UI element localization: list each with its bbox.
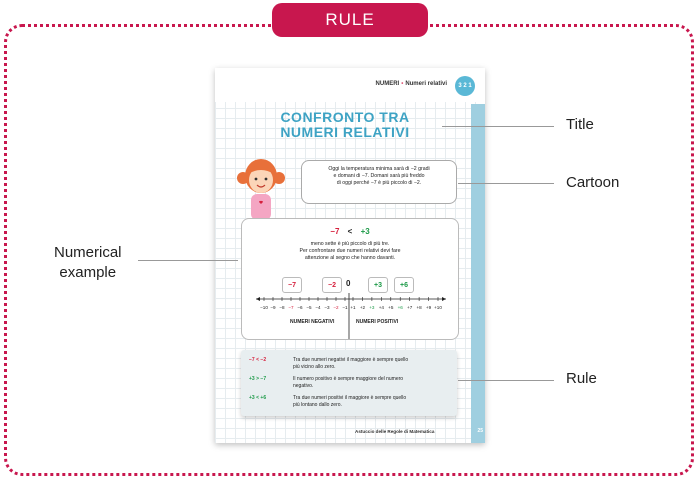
compare-left: −7 (330, 227, 340, 236)
example-text (262, 241, 438, 262)
compare-operator: < (347, 227, 353, 236)
rule-example: +3 < +6 (249, 395, 267, 401)
arrow-right-icon (442, 297, 446, 301)
comparison (242, 227, 458, 236)
number-line-tick-label: −3 (324, 305, 330, 310)
number-line-tick-label: −8 (279, 305, 285, 310)
rule-text-line: Tra due numeri positivi il maggiore è sempre quello (293, 395, 407, 401)
number-box-neg2: −2 (322, 277, 342, 293)
cartoon-callout-label: Cartoon (566, 174, 620, 191)
rule-text-line: più lontano dallo zero. (293, 401, 342, 408)
number-line-tick-label: −2 (333, 305, 339, 310)
number-line-tick-label: +4 (378, 305, 384, 310)
number-line-tick-label: −7 (288, 305, 294, 310)
positive-numbers-label: NUMERI POSITIVI (356, 319, 399, 325)
number-line-tick-label: −10 (260, 305, 268, 310)
arrow-left-icon (256, 297, 260, 301)
rule-callout-label: Rule (566, 370, 597, 387)
number-box-neg7: −7 (282, 277, 302, 293)
speech-bubble (301, 160, 457, 204)
number-line-tick-label: −4 (315, 305, 321, 310)
page-number: 25 (477, 428, 483, 434)
number-box-pos6: +6 (394, 277, 414, 293)
negative-numbers-label: NUMERI NEGATIVI (290, 319, 335, 325)
numerical-example-box (241, 218, 459, 340)
number-box-pos3: +3 (368, 277, 388, 293)
numerical-callout-line: Numerical (54, 244, 122, 261)
example-line: attenzione al segno che hanno davanti. (304, 255, 396, 261)
number-line-tick-label: −5 (306, 305, 312, 310)
rule-text-line: Tra due numeri negativi il maggiore è sempre quello (293, 357, 409, 363)
rule-text (293, 395, 443, 408)
rule-text-line: Il numero positivo è sempre maggiore del numero (293, 376, 404, 382)
example-line: Per confrontare due numeri relativi devi fare (299, 248, 401, 254)
number-line-tick-label: +10 (434, 305, 442, 310)
rule-box (241, 350, 457, 416)
rule-example: +3 > −7 (249, 376, 267, 382)
numerical-leader-line (138, 260, 238, 261)
compare-right: +3 (360, 227, 370, 236)
number-line-tick-label: +7 (407, 305, 413, 310)
crumb-section: NUMERI (375, 81, 400, 87)
number-line-tick-label: +1 (350, 305, 356, 310)
speech-line: di oggi perché −7 è più piccolo di −2. (336, 180, 422, 186)
number-line-tick-label: +2 (359, 305, 366, 310)
rule-example: −7 < −2 (249, 357, 267, 363)
example-line: meno sette è più piccolo di più tre. (310, 241, 390, 247)
number-line-tick-label: +6 (397, 305, 403, 310)
page-header (215, 68, 485, 102)
title-callout-label: Title (566, 116, 594, 133)
numerical-callout-label (54, 243, 122, 283)
rule-text (293, 357, 443, 370)
number-line-tick-label: +5 (388, 305, 394, 310)
chapter-badge-icon: 3 2 1 (455, 76, 475, 96)
number-line-tick-label: −6 (297, 305, 303, 310)
breadcrumb (376, 81, 447, 87)
rule-text (293, 376, 443, 389)
crumb-topic: Numeri relativi (405, 81, 447, 87)
book-page (215, 68, 485, 443)
rule-text-line: più vicino allo zero. (293, 363, 336, 370)
rule-text-line: negativo. (293, 382, 314, 389)
speech-line: Oggi la temperatura minima sarà di −2 gradi (328, 166, 430, 172)
cartoon-leader-line (458, 183, 554, 184)
rule-tab: RULE (272, 3, 428, 37)
crumb-separator-icon: • (401, 81, 404, 87)
number-line-tick-label: +3 (369, 305, 375, 310)
page-title (235, 110, 455, 140)
number-line-tick-label: +9 (425, 305, 432, 310)
cartoon-girl-icon (237, 156, 285, 226)
number-zero: 0 (346, 279, 351, 288)
number-line (242, 293, 458, 339)
page-footer: Astuccio delle Regole di Matematica (355, 429, 435, 434)
number-line-tick-label: +8 (416, 305, 422, 310)
numerical-callout-line: example (59, 264, 117, 281)
page-title-line2: NUMERI RELATIVI (280, 124, 410, 140)
title-leader-line (442, 126, 554, 127)
side-stripe (471, 104, 485, 443)
number-line-tick-label: −9 (270, 305, 276, 310)
page-title-line1: CONFRONTO TRA (280, 109, 410, 125)
speech-line: e domani di −7. Domani sarà più freddo (333, 173, 425, 179)
rule-leader-line (458, 380, 554, 381)
number-line-tick-label: −1 (342, 305, 348, 310)
